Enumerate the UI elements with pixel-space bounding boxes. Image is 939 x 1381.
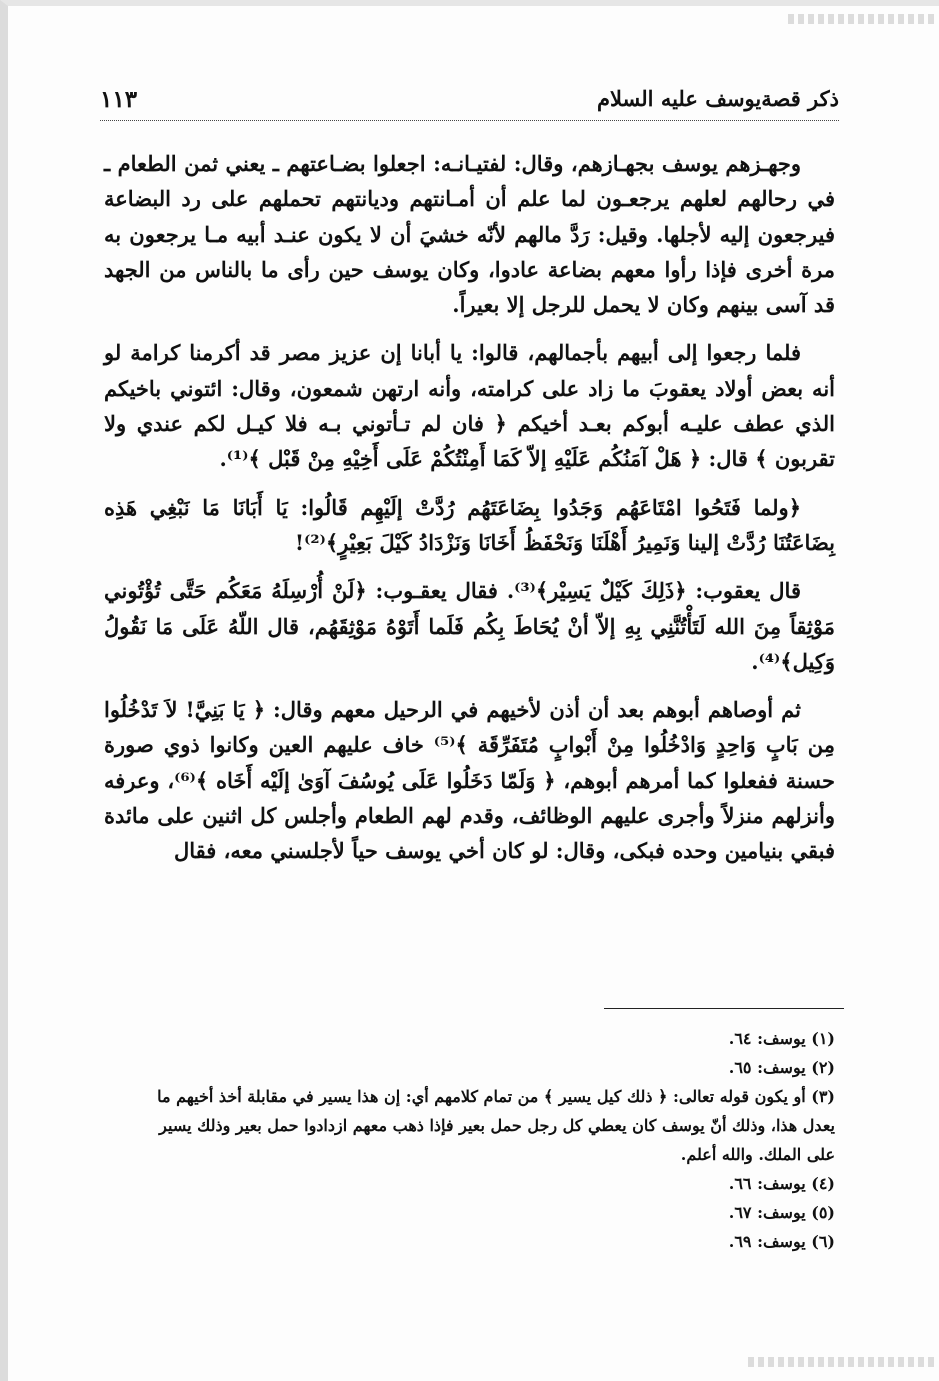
footnote-2: (٢) يوسف: ٦٥. [728, 1058, 835, 1077]
footnote-1: (١) يوسف: ٦٤. [728, 1029, 835, 1048]
paragraph-2: فلما رجعوا إلى أبيهم بأجمالهم، قالوا: يا أبانا إن عزيز مصر قد أكرمنا كرامة لو أنه بعض أولاد يعقوبَ ما زاد على كرامته، وأنه ارتهن شمعون، وقال: ائتوني باخيكم الذي عطف عليـه أبوكم بعـد أخيكم ﴿ فان لم تـأتوني بـه فلا كيـل لكم عندي ولا تقربون ﴾ قال: ﴿ هَلْ آمَنُكُم عَلَيْهِ إلاّ كَمَا أَمِنْتُكُمْ عَلَى أَخِيْهِ مِنْ قَبْل ﴾⁽¹⁾. [104, 340, 835, 472]
footnote-divider [604, 1008, 844, 1009]
paragraph-4: قال يعقوب: ﴿ذَلِكَ كَيْلٌ يَسِيْر﴾⁽³⁾. فقال يعقـوب: ﴿لَنْ أُرْسِلَهُ مَعَكُم حَتَّى تُؤْتُوني مَوْثِقاً مِنَ الله لَتَأْتُنَّنِي بِهِ إلاّ أنْ يُحَاطَ بِكُم فَلَما أَتَوْهُ مَوْثِقَهُم، قال اللّهُ عَلَى مَا نَقُولُ وَكِيل﴾⁽⁴⁾. [104, 578, 835, 674]
paragraph-5: ثم أوصاهم أبوهم بعد أن أذن لأخيهم في الرحيل معهم وقال: ﴿ يَا بَنِيَّ! لاَ تَدْخُلُوا مِن بَابٍ وَاحِدٍ وَادْخُلُوا مِنْ أَبْوابٍ مُتَفَرِّقَة ﴾⁽⁵⁾ خاف عليهم العين وكانوا ذوي صورة حسنة ففعلوا كما أمرهم أبوهم، ﴿ وَلَمّا دَخَلُوا عَلَى يُوسُفَ آوَىٰ إلَيْه أَخَاه ﴾⁽⁶⁾، وعرفه وأنزلهم منزلاً وأجرى عليهم الوظائف، وقدم لهم الطعام وأجلس كل اثنين على مائدة فبقي بنيامين وحده فبكى، وقال: لو كان أخي يوسف حياً لأجلسني معه، فقال [104, 697, 836, 864]
footnote-3-line-3: على الملك. والله أعلم. [680, 1145, 835, 1164]
paragraph-1: وجهـزهم يوسف بجهـازهم، وقال: لفتيـانـه: اجعلوا بضـاعتهم ـ يعني ثمن الطعام ـ في رحالهم لعلهم يرجعـون لما علم أن أمـانتهم وديانتهم تحملهم على رد البضاعة فيرجعون إليه لأجلها. وقيل: رَدَّ مالهم لأنّه خشيَ أن لا يكون عنـد أبيه مـا يرجعون به مرة أخرى فإذا رأوا معهم بضاعة عادوا، وكان يوسف حين رأى ما بالناس من الجهد قد آسى بينهم وكان لا يحمل للرجل إلا بعيراً. [104, 151, 835, 318]
scan-edge-top [788, 14, 938, 24]
scan-edge-bottom [748, 1357, 938, 1367]
running-title: ذكر قصةيوسف عليه السلام [591, 86, 839, 111]
footnote-4: (٤) يوسف: ٦٦. [728, 1174, 835, 1193]
footnote-3: (٣) أو يكون قوله تعالى: ﴿ ذلك كيل يسير ﴾ من تمام كلامهم أي: إن هذا يسير في مقابلة أخذ أخيهم ما [157, 1087, 835, 1106]
footnote-6: (٦) يوسف: ٦٩. [728, 1232, 835, 1251]
footnote-3-line-2: يعدل هذا، وذلك أنّ يوسف كان يعطي كل رجل حمل بعير فإذا ذهب معهم ازدادوا حمل بعير وذلك يسير [159, 1116, 835, 1135]
running-header [100, 86, 839, 121]
footnotes [104, 1024, 835, 1256]
main-text [104, 146, 835, 882]
page-number: ١١٣ [100, 86, 143, 113]
footnote-5: (٥) يوسف: ٦٧. [728, 1203, 835, 1222]
paragraph-3: ﴿ولما فَتَحُوا امْتَاعَهُم وَجَدُوا بِضَاعَتَهُم رُدَّتْ إلَيْهِم قَالُوا: يَا أَبَانَا مَا نَبْغِي هَذِه بِضَاعَتُنَا رُدَّتْ إلينا وَنَمِيرُ أَهْلَنَا وَنَحْفَظُ أَخَانَا وَنَزْدَادُ كَيْلَ بَعِيْرٍ﴾⁽²⁾! [104, 494, 835, 555]
